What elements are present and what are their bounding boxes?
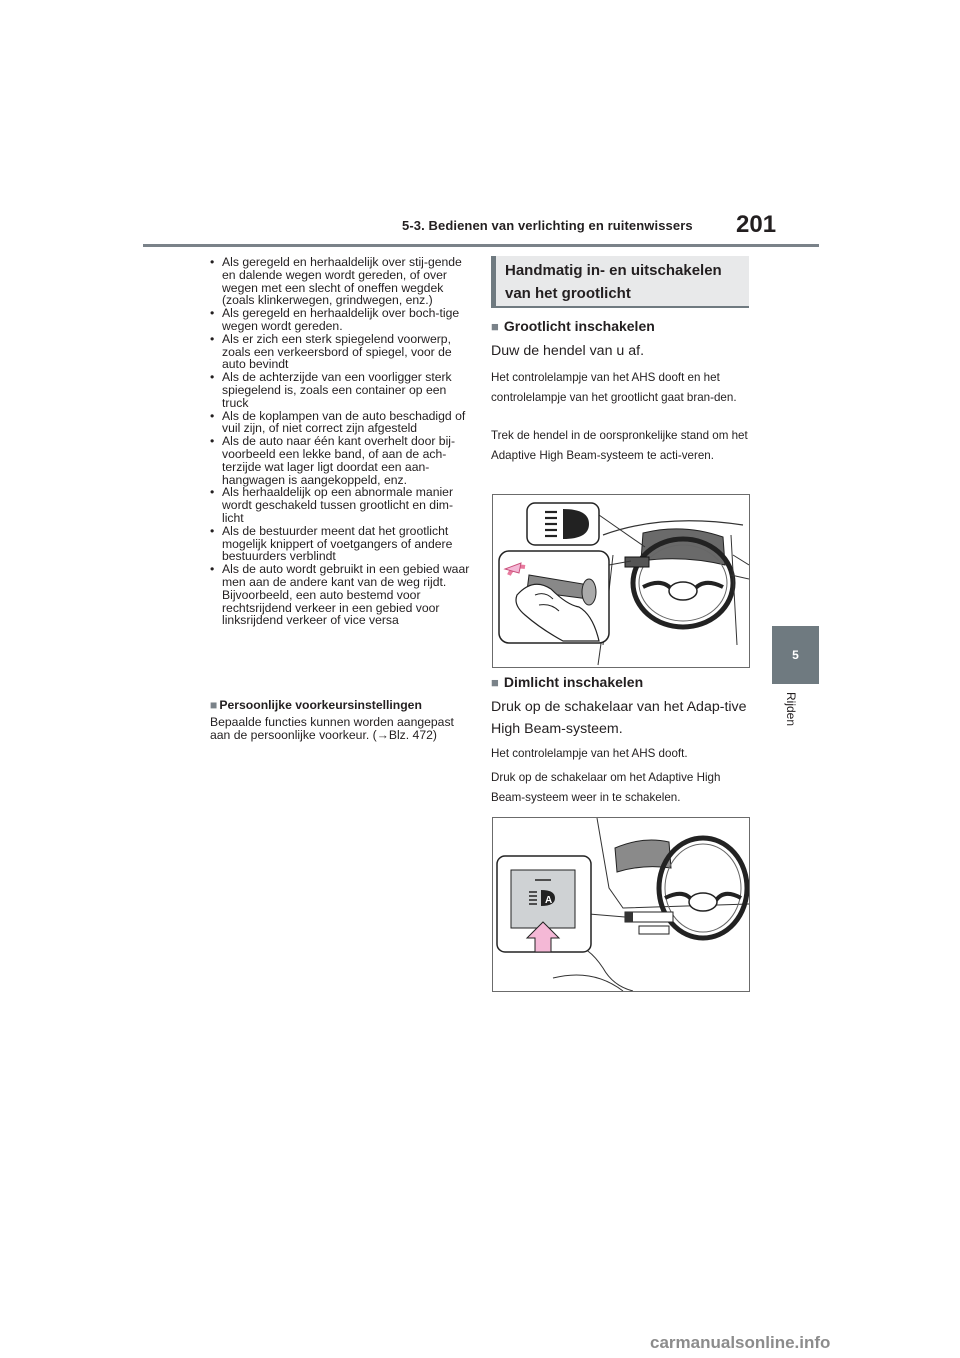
high-beam-lever-figure bbox=[492, 494, 750, 668]
header-divider bbox=[143, 244, 819, 247]
low-beam-heading: ■ Dimlicht inschakelen bbox=[491, 674, 644, 690]
personal-settings-text: Bepaalde functies kunnen worden aangepast aan de persoonlijke voorkeur. (→Blz. 472) bbox=[210, 715, 454, 742]
chapter-tab[interactable] bbox=[772, 626, 819, 684]
chapter-tab-label: Rijden bbox=[784, 692, 798, 727]
personal-settings-heading: ■ Persoonlijke voorkeursinstellingen bbox=[210, 698, 422, 712]
switch-letter: A bbox=[545, 895, 553, 906]
high-beam-note-1: Het controlelampje van het AHS dooft en het controlelampje van het grootlicht gaat bran-den. bbox=[491, 371, 737, 404]
high-beam-instruction: Duw de hendel van u af. bbox=[491, 343, 645, 359]
list-item: • Als er zich een sterk spiegelend voorwerp, zoals een verkeersbord of spiegel, voor de auto bevindt bbox=[210, 333, 472, 371]
square-bullet-icon: ■ bbox=[491, 675, 499, 690]
list-item: • Als geregeld en herhaaldelijk over stij-gende en dalende wegen wordt gereden, of over wegen met een slecht of oneffen wegdek (zoals klinkerwegen, grindwegen, enz.) bbox=[210, 256, 472, 307]
list-item: • Als de auto wordt gebruikt in een gebied waar men aan de andere kant van de weg rijdt. Bijvoorbeeld, een auto bestemd voor rechtsrijdend verkeer in een gebied voor linksrijdend verkeer of vice versa bbox=[210, 563, 472, 627]
list-item: • Als de koplampen van de auto beschadigd of vuil zijn, of niet correct zijn afgesteld bbox=[210, 410, 472, 436]
page-number: 201 bbox=[736, 211, 777, 238]
list-item: • Als de achterzijde van een voorligger sterk spiegelend is, zoals een container op een truck bbox=[210, 371, 472, 409]
list-item: • Als de bestuurder meent dat het grootlicht mogelijk knippert of voetgangers of andere bestuurders verblindt bbox=[210, 525, 472, 563]
section-header-title: 5-3. Bedienen van verlichting en ruitenwissers bbox=[402, 218, 693, 233]
section-title-box: Handmatig in- en uitschakelen van het grootlicht bbox=[491, 256, 749, 308]
lever-illustration bbox=[493, 495, 749, 667]
low-beam-note-1: Het controlelampje van het AHS dooft. bbox=[491, 747, 688, 760]
chapter-tab-number: 5 bbox=[792, 648, 799, 662]
switch-illustration bbox=[493, 818, 749, 991]
square-bullet-icon: ■ bbox=[210, 698, 218, 712]
low-beam-note-2: Druk op de schakelaar om het Adaptive High Beam-systeem weer in te schakelen. bbox=[491, 771, 721, 804]
list-item: • Als geregeld en herhaaldelijk over boch-tige wegen wordt gereden. bbox=[210, 307, 472, 333]
high-beam-heading: ■ Grootlicht inschakelen bbox=[491, 318, 655, 334]
low-beam-instruction: Druk op de schakelaar van het Adap-tive High Beam-systeem. bbox=[491, 699, 747, 737]
watermark: carmanualsonline.info bbox=[650, 1333, 831, 1352]
high-beam-note-2: Trek de hendel in de oorspronkelijke stand om het Adaptive High Beam-systeem te acti-veren. bbox=[491, 429, 748, 462]
square-bullet-icon: ■ bbox=[491, 319, 499, 334]
list-item: • Als herhaaldelijk op een abnormale manier wordt geschakeld tussen grootlicht en dim-licht bbox=[210, 486, 472, 524]
ahs-switch-figure bbox=[492, 817, 750, 992]
condition-list bbox=[210, 256, 472, 627]
list-item: • Als de auto naar één kant overhelt door bij-voorbeeld een lekke band, of aan de ach-terzijde wat lager ligt doordat een aan-hangwagen is aangekoppeld, enz. bbox=[210, 435, 472, 486]
